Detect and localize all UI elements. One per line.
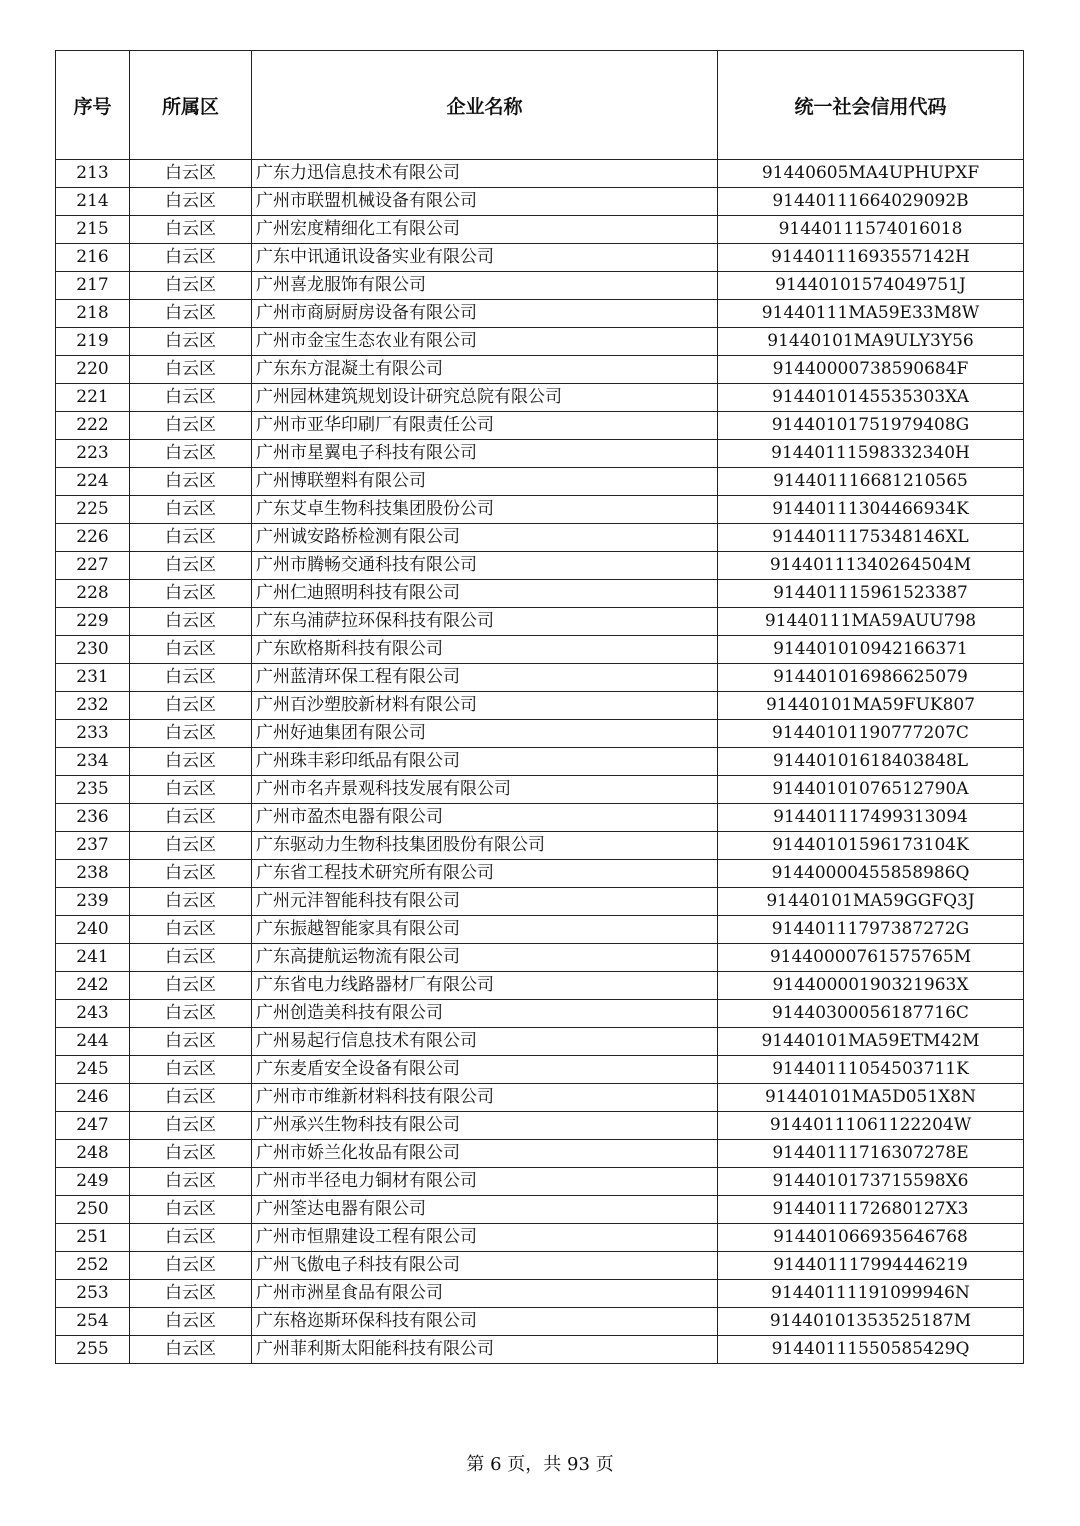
row-district: 白云区 bbox=[130, 216, 252, 244]
row-credit-code: 914401115961523387 bbox=[718, 580, 1024, 608]
row-district: 白云区 bbox=[130, 1168, 252, 1196]
row-company-name: 广州仁迪照明科技有限公司 bbox=[252, 580, 718, 608]
row-seq: 222 bbox=[56, 412, 130, 440]
row-district: 白云区 bbox=[130, 160, 252, 188]
table-row bbox=[56, 580, 1024, 608]
row-district: 白云区 bbox=[130, 552, 252, 580]
table-row bbox=[56, 384, 1024, 412]
row-credit-code: 91440101MA9ULY3Y56 bbox=[718, 328, 1024, 356]
row-seq: 241 bbox=[56, 944, 130, 972]
row-credit-code: 914401116681210565 bbox=[718, 468, 1024, 496]
row-company-name: 广州元沣智能科技有限公司 bbox=[252, 888, 718, 916]
row-district: 白云区 bbox=[130, 1252, 252, 1280]
row-credit-code: 914401010942166371 bbox=[718, 636, 1024, 664]
row-district: 白云区 bbox=[130, 328, 252, 356]
header-company-name: 企业名称 bbox=[252, 51, 718, 160]
table-row bbox=[56, 944, 1024, 972]
row-company-name: 广东东方混凝土有限公司 bbox=[252, 356, 718, 384]
table-row bbox=[56, 1000, 1024, 1028]
row-credit-code: 91440111061122204W bbox=[718, 1112, 1024, 1140]
row-credit-code: 91440000455858986Q bbox=[718, 860, 1024, 888]
row-seq: 242 bbox=[56, 972, 130, 1000]
row-district: 白云区 bbox=[130, 1112, 252, 1140]
row-credit-code: 91440101596173104K bbox=[718, 832, 1024, 860]
row-credit-code: 91440000761575765M bbox=[718, 944, 1024, 972]
row-company-name: 广东乌浦萨拉环保科技有限公司 bbox=[252, 608, 718, 636]
row-credit-code: 91440111054503711K bbox=[718, 1056, 1024, 1084]
row-district: 白云区 bbox=[130, 664, 252, 692]
row-credit-code: 914401117499313094 bbox=[718, 804, 1024, 832]
row-district: 白云区 bbox=[130, 944, 252, 972]
table-row bbox=[56, 1308, 1024, 1336]
row-seq: 228 bbox=[56, 580, 130, 608]
row-district: 白云区 bbox=[130, 1056, 252, 1084]
row-company-name: 广州市娇兰化妆品有限公司 bbox=[252, 1140, 718, 1168]
row-district: 白云区 bbox=[130, 412, 252, 440]
row-seq: 217 bbox=[56, 272, 130, 300]
row-seq: 229 bbox=[56, 608, 130, 636]
row-credit-code: 914401117994446219 bbox=[718, 1252, 1024, 1280]
row-credit-code: 914401016986625079 bbox=[718, 664, 1024, 692]
table-row bbox=[56, 1336, 1024, 1364]
row-credit-code: 91440000738590684F bbox=[718, 356, 1024, 384]
table-row bbox=[56, 636, 1024, 664]
row-seq: 247 bbox=[56, 1112, 130, 1140]
table-row bbox=[56, 1084, 1024, 1112]
row-seq: 244 bbox=[56, 1028, 130, 1056]
row-credit-code: 9144010145535303XA bbox=[718, 384, 1024, 412]
table-row bbox=[56, 524, 1024, 552]
row-credit-code: 91440101190777207C bbox=[718, 720, 1024, 748]
row-district: 白云区 bbox=[130, 272, 252, 300]
row-company-name: 广东麦盾安全设备有限公司 bbox=[252, 1056, 718, 1084]
table-row bbox=[56, 300, 1024, 328]
row-company-name: 广州筌达电器有限公司 bbox=[252, 1196, 718, 1224]
header-credit-code: 统一社会信用代码 bbox=[718, 51, 1024, 160]
row-company-name: 广州飞傲电子科技有限公司 bbox=[252, 1252, 718, 1280]
row-district: 白云区 bbox=[130, 888, 252, 916]
table-row bbox=[56, 916, 1024, 944]
table-row bbox=[56, 160, 1024, 188]
table-row bbox=[56, 356, 1024, 384]
row-credit-code: 9144011172680127X3 bbox=[718, 1196, 1024, 1224]
row-company-name: 广州市金宝生态农业有限公司 bbox=[252, 328, 718, 356]
header-seq: 序号 bbox=[56, 51, 130, 160]
row-district: 白云区 bbox=[130, 608, 252, 636]
row-company-name: 广州市恒鼎建设工程有限公司 bbox=[252, 1224, 718, 1252]
table-row bbox=[56, 832, 1024, 860]
row-credit-code: 9144010173715598X6 bbox=[718, 1168, 1024, 1196]
enterprise-table bbox=[55, 50, 1024, 1364]
row-seq: 246 bbox=[56, 1084, 130, 1112]
row-company-name: 广州创造美科技有限公司 bbox=[252, 1000, 718, 1028]
table-row bbox=[56, 860, 1024, 888]
table-row bbox=[56, 244, 1024, 272]
row-company-name: 广州市商厨厨房设备有限公司 bbox=[252, 300, 718, 328]
row-company-name: 广州百沙塑胶新材料有限公司 bbox=[252, 692, 718, 720]
row-seq: 243 bbox=[56, 1000, 130, 1028]
row-district: 白云区 bbox=[130, 1000, 252, 1028]
row-district: 白云区 bbox=[130, 188, 252, 216]
row-company-name: 广州市洲星食品有限公司 bbox=[252, 1280, 718, 1308]
row-district: 白云区 bbox=[130, 1196, 252, 1224]
row-seq: 249 bbox=[56, 1168, 130, 1196]
row-credit-code: 91440300056187716C bbox=[718, 1000, 1024, 1028]
row-credit-code: 91440605MA4UPHUPXF bbox=[718, 160, 1024, 188]
table-row bbox=[56, 1140, 1024, 1168]
row-district: 白云区 bbox=[130, 748, 252, 776]
row-company-name: 广东省工程技术研究所有限公司 bbox=[252, 860, 718, 888]
row-district: 白云区 bbox=[130, 1224, 252, 1252]
row-credit-code: 91440111716307278E bbox=[718, 1140, 1024, 1168]
row-company-name: 广州市半径电力铜材有限公司 bbox=[252, 1168, 718, 1196]
row-credit-code: 91440101574049751J bbox=[718, 272, 1024, 300]
header-district: 所属区 bbox=[130, 51, 252, 160]
row-seq: 250 bbox=[56, 1196, 130, 1224]
row-company-name: 广东艾卓生物科技集团股份公司 bbox=[252, 496, 718, 524]
row-company-name: 广州市盈杰电器有限公司 bbox=[252, 804, 718, 832]
row-credit-code: 91440101MA59FUK807 bbox=[718, 692, 1024, 720]
row-seq: 235 bbox=[56, 776, 130, 804]
row-company-name: 广州珠丰彩印纸品有限公司 bbox=[252, 748, 718, 776]
row-seq: 240 bbox=[56, 916, 130, 944]
row-seq: 233 bbox=[56, 720, 130, 748]
row-credit-code: 914401066935646768 bbox=[718, 1224, 1024, 1252]
row-company-name: 广州市星翼电子科技有限公司 bbox=[252, 440, 718, 468]
row-seq: 237 bbox=[56, 832, 130, 860]
row-credit-code: 91440111693557142H bbox=[718, 244, 1024, 272]
row-seq: 234 bbox=[56, 748, 130, 776]
row-district: 白云区 bbox=[130, 1336, 252, 1364]
row-company-name: 广东省电力线路器材厂有限公司 bbox=[252, 972, 718, 1000]
row-credit-code: 91440000190321963X bbox=[718, 972, 1024, 1000]
row-credit-code: 91440101751979408G bbox=[718, 412, 1024, 440]
row-credit-code: 91440111MA59E33M8W bbox=[718, 300, 1024, 328]
row-district: 白云区 bbox=[130, 524, 252, 552]
row-district: 白云区 bbox=[130, 1084, 252, 1112]
table-row bbox=[56, 1168, 1024, 1196]
row-company-name: 广州博联塑料有限公司 bbox=[252, 468, 718, 496]
table-row bbox=[56, 1112, 1024, 1140]
table-row bbox=[56, 804, 1024, 832]
row-credit-code: 91440111664029092B bbox=[718, 188, 1024, 216]
table-row bbox=[56, 888, 1024, 916]
row-company-name: 广东力迅信息技术有限公司 bbox=[252, 160, 718, 188]
table-body bbox=[56, 160, 1024, 1364]
table-row bbox=[56, 1224, 1024, 1252]
row-seq: 216 bbox=[56, 244, 130, 272]
row-credit-code: 91440101MA59GGFQ3J bbox=[718, 888, 1024, 916]
table-row bbox=[56, 1252, 1024, 1280]
row-credit-code: 91440111598332340H bbox=[718, 440, 1024, 468]
row-seq: 252 bbox=[56, 1252, 130, 1280]
row-seq: 255 bbox=[56, 1336, 130, 1364]
row-seq: 251 bbox=[56, 1224, 130, 1252]
row-district: 白云区 bbox=[130, 692, 252, 720]
row-district: 白云区 bbox=[130, 300, 252, 328]
row-district: 白云区 bbox=[130, 776, 252, 804]
row-seq: 223 bbox=[56, 440, 130, 468]
row-seq: 219 bbox=[56, 328, 130, 356]
row-company-name: 广州承兴生物科技有限公司 bbox=[252, 1112, 718, 1140]
row-company-name: 广东驱动力生物科技集团股份有限公司 bbox=[252, 832, 718, 860]
row-credit-code: 91440111191099946N bbox=[718, 1280, 1024, 1308]
row-district: 白云区 bbox=[130, 440, 252, 468]
row-seq: 231 bbox=[56, 664, 130, 692]
row-district: 白云区 bbox=[130, 496, 252, 524]
row-district: 白云区 bbox=[130, 384, 252, 412]
row-district: 白云区 bbox=[130, 244, 252, 272]
row-credit-code: 91440111574016018 bbox=[718, 216, 1024, 244]
table-row bbox=[56, 1056, 1024, 1084]
row-district: 白云区 bbox=[130, 468, 252, 496]
row-seq: 215 bbox=[56, 216, 130, 244]
row-company-name: 广东振越智能家具有限公司 bbox=[252, 916, 718, 944]
table-row bbox=[56, 1028, 1024, 1056]
table-row bbox=[56, 272, 1024, 300]
table-row bbox=[56, 748, 1024, 776]
table-row bbox=[56, 552, 1024, 580]
row-company-name: 广州市名卉景观科技发展有限公司 bbox=[252, 776, 718, 804]
row-credit-code: 91440111340264504M bbox=[718, 552, 1024, 580]
row-district: 白云区 bbox=[130, 1028, 252, 1056]
table-row bbox=[56, 664, 1024, 692]
row-credit-code: 91440101MA5D051X8N bbox=[718, 1084, 1024, 1112]
row-district: 白云区 bbox=[130, 636, 252, 664]
row-company-name: 广州诚安路桥检测有限公司 bbox=[252, 524, 718, 552]
row-district: 白云区 bbox=[130, 1280, 252, 1308]
table-row bbox=[56, 1280, 1024, 1308]
row-seq: 221 bbox=[56, 384, 130, 412]
table-row bbox=[56, 496, 1024, 524]
row-district: 白云区 bbox=[130, 720, 252, 748]
row-company-name: 广州喜龙服饰有限公司 bbox=[252, 272, 718, 300]
row-company-name: 广州市亚华印刷厂有限责任公司 bbox=[252, 412, 718, 440]
row-district: 白云区 bbox=[130, 972, 252, 1000]
row-seq: 248 bbox=[56, 1140, 130, 1168]
row-company-name: 广州宏度精细化工有限公司 bbox=[252, 216, 718, 244]
table-row bbox=[56, 412, 1024, 440]
row-district: 白云区 bbox=[130, 1140, 252, 1168]
row-company-name: 广东中讯通讯设备实业有限公司 bbox=[252, 244, 718, 272]
row-credit-code: 91440111MA59AUU798 bbox=[718, 608, 1024, 636]
row-credit-code: 91440101353525187M bbox=[718, 1308, 1024, 1336]
row-credit-code: 91440111797387272G bbox=[718, 916, 1024, 944]
table-row bbox=[56, 188, 1024, 216]
row-seq: 238 bbox=[56, 860, 130, 888]
table-row bbox=[56, 216, 1024, 244]
row-seq: 230 bbox=[56, 636, 130, 664]
row-seq: 227 bbox=[56, 552, 130, 580]
row-credit-code: 91440101076512790A bbox=[718, 776, 1024, 804]
row-seq: 239 bbox=[56, 888, 130, 916]
row-company-name: 广州好迪集团有限公司 bbox=[252, 720, 718, 748]
row-seq: 214 bbox=[56, 188, 130, 216]
table-row bbox=[56, 776, 1024, 804]
row-company-name: 广州市市维新材料科技有限公司 bbox=[252, 1084, 718, 1112]
row-company-name: 广州蓝清环保工程有限公司 bbox=[252, 664, 718, 692]
table-row bbox=[56, 720, 1024, 748]
row-credit-code: 91440101618403848L bbox=[718, 748, 1024, 776]
table-row bbox=[56, 440, 1024, 468]
header-row bbox=[56, 51, 1024, 160]
row-seq: 253 bbox=[56, 1280, 130, 1308]
table-row bbox=[56, 608, 1024, 636]
table-row bbox=[56, 692, 1024, 720]
row-company-name: 广州市腾畅交通科技有限公司 bbox=[252, 552, 718, 580]
row-seq: 213 bbox=[56, 160, 130, 188]
row-seq: 218 bbox=[56, 300, 130, 328]
table-row bbox=[56, 468, 1024, 496]
row-credit-code: 91440111550585429Q bbox=[718, 1336, 1024, 1364]
table-row bbox=[56, 328, 1024, 356]
row-credit-code: 91440101MA59ETM42M bbox=[718, 1028, 1024, 1056]
row-district: 白云区 bbox=[130, 1308, 252, 1336]
row-district: 白云区 bbox=[130, 916, 252, 944]
row-seq: 232 bbox=[56, 692, 130, 720]
row-seq: 245 bbox=[56, 1056, 130, 1084]
row-district: 白云区 bbox=[130, 356, 252, 384]
table-row bbox=[56, 972, 1024, 1000]
row-seq: 225 bbox=[56, 496, 130, 524]
table-row bbox=[56, 1196, 1024, 1224]
row-seq: 220 bbox=[56, 356, 130, 384]
row-credit-code: 9144011175348146XL bbox=[718, 524, 1024, 552]
row-company-name: 广州市联盟机械设备有限公司 bbox=[252, 188, 718, 216]
row-seq: 254 bbox=[56, 1308, 130, 1336]
row-district: 白云区 bbox=[130, 580, 252, 608]
row-district: 白云区 bbox=[130, 804, 252, 832]
page-footer: 第 6 页，共 93 页 bbox=[466, 1454, 614, 1475]
row-seq: 226 bbox=[56, 524, 130, 552]
row-seq: 224 bbox=[56, 468, 130, 496]
row-district: 白云区 bbox=[130, 832, 252, 860]
row-credit-code: 91440111304466934K bbox=[718, 496, 1024, 524]
row-district: 白云区 bbox=[130, 860, 252, 888]
row-seq: 236 bbox=[56, 804, 130, 832]
row-company-name: 广州易起行信息技术有限公司 bbox=[252, 1028, 718, 1056]
row-company-name: 广东欧格斯科技有限公司 bbox=[252, 636, 718, 664]
row-company-name: 广州园林建筑规划设计研究总院有限公司 bbox=[252, 384, 718, 412]
row-company-name: 广州菲利斯太阳能科技有限公司 bbox=[252, 1336, 718, 1364]
row-company-name: 广东高捷航运物流有限公司 bbox=[252, 944, 718, 972]
row-company-name: 广东格迩斯环保科技有限公司 bbox=[252, 1308, 718, 1336]
